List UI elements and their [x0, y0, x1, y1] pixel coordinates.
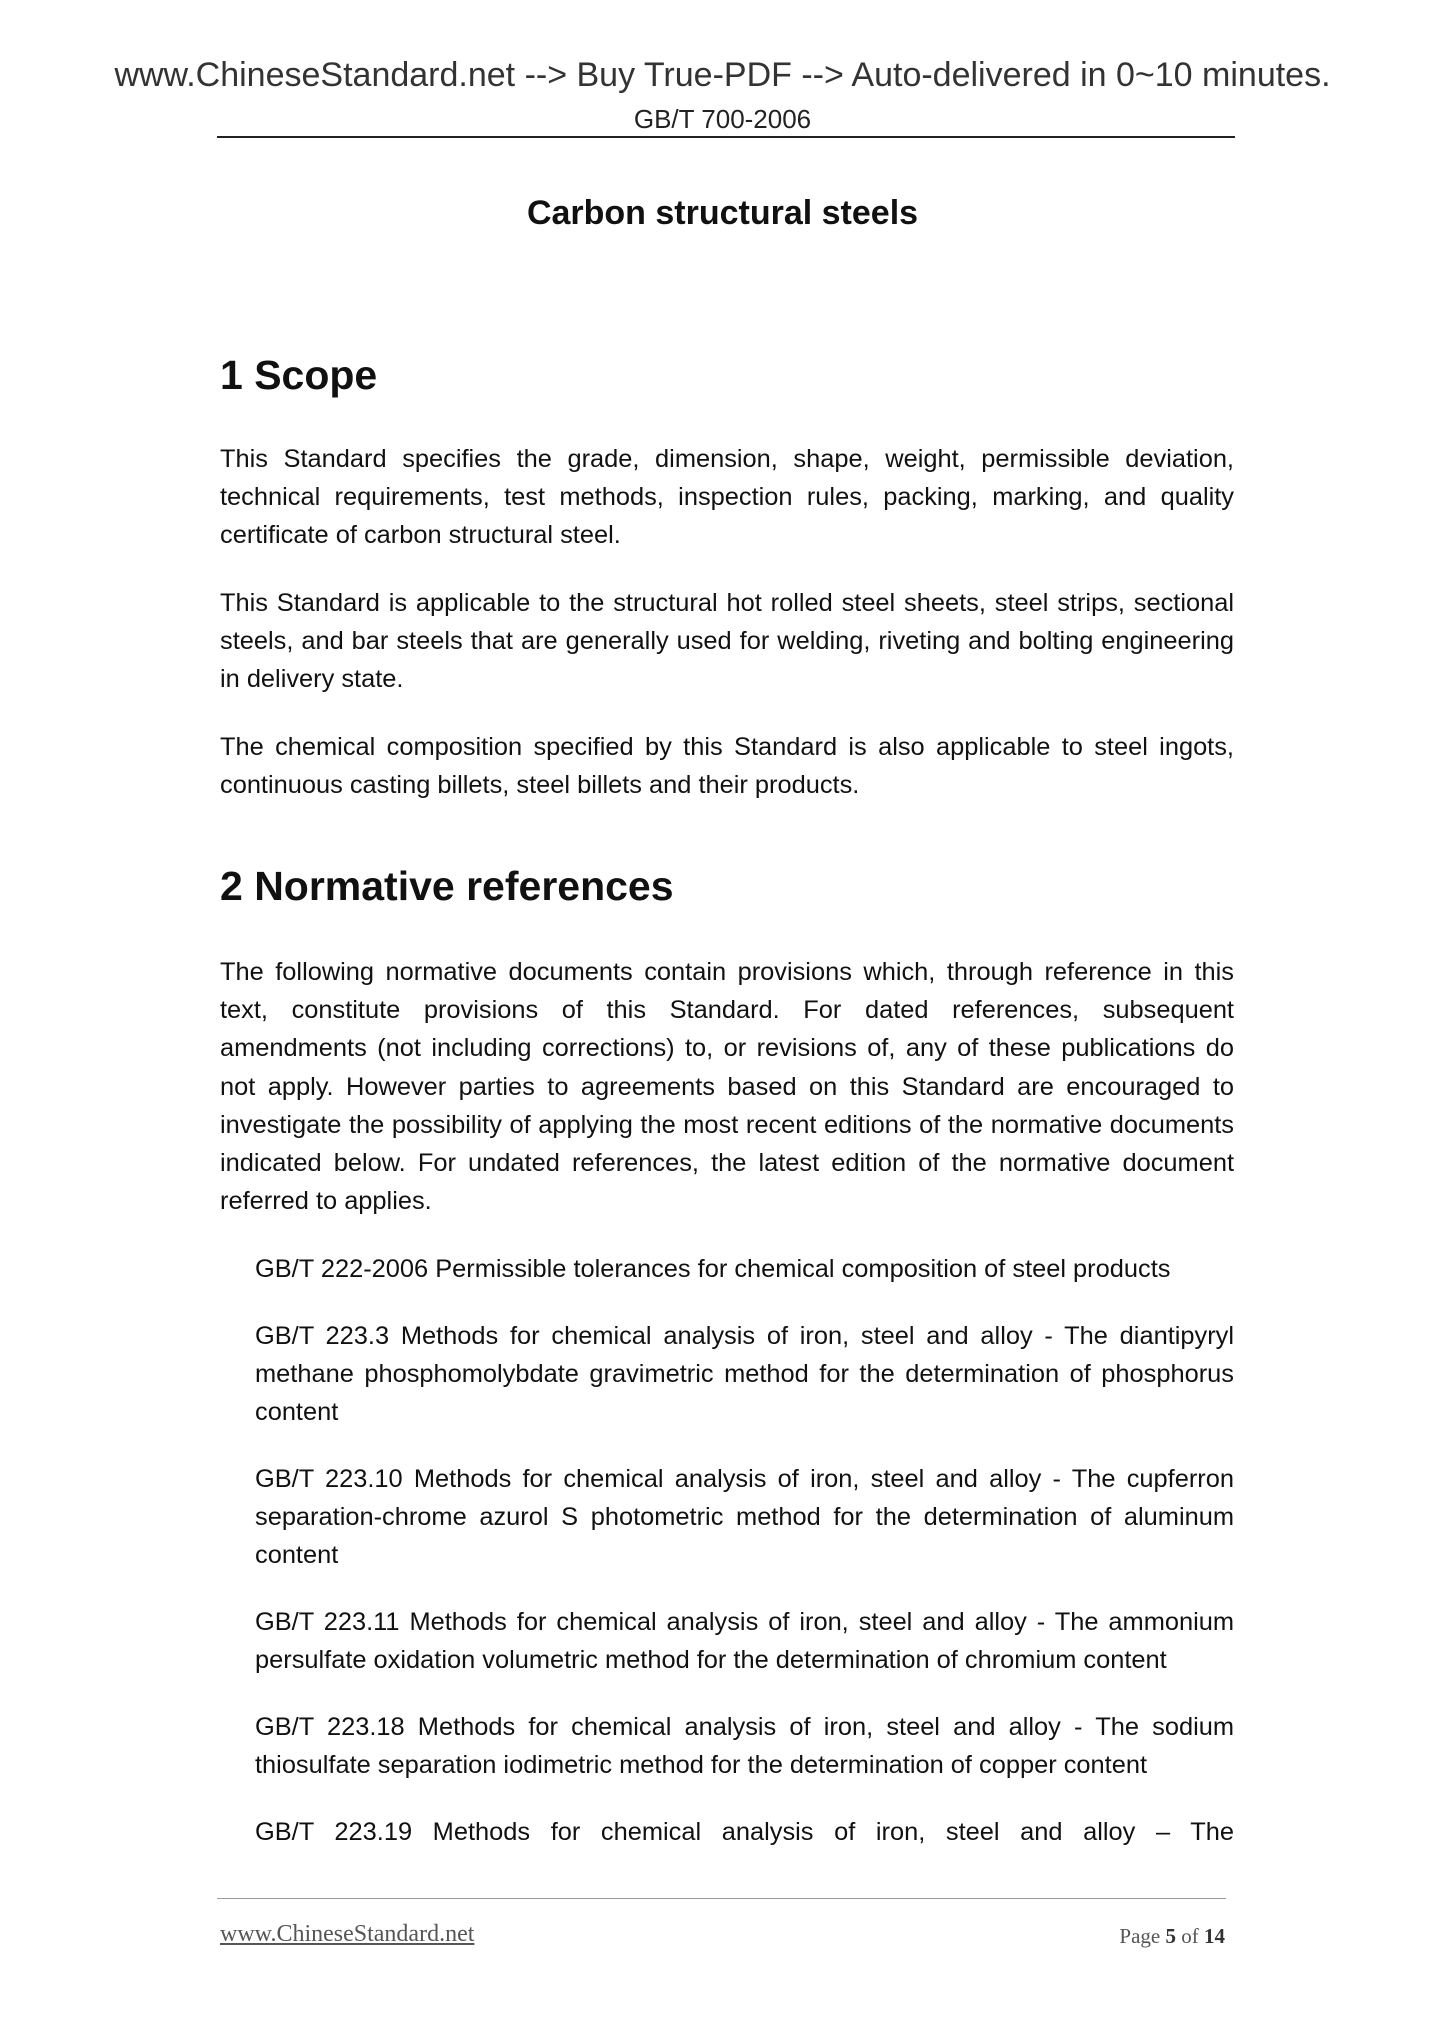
- standard-code: GB/T 700-2006: [633, 104, 812, 134]
- header-banner: www.ChineseStandard.net --> Buy True-PDF --> Auto-delivered in 0~10 minutes.: [114, 56, 1331, 94]
- reference-item: GB/T 222-2006 Permissible tolerances for chemical composition of steel products: [255, 1255, 1171, 1283]
- paragraph: The chemical composition specified by this Standard is also applicable to steel ingots, continuous casting billets, steel billets and their products.: [220, 733, 1234, 800]
- reference-item: GB/T 223.10 Methods for chemical analysis of iron, steel and alloy - The cupferron separation-chrome azurol S photometric method for the determination of aluminum content: [255, 1465, 1234, 1570]
- page-of-label: of: [1181, 1924, 1199, 1948]
- footer-divider: [217, 1898, 1226, 1899]
- section-heading-scope: 1 Scope: [220, 352, 378, 398]
- paragraph: The following normative documents contain provisions which, through reference in this text, constitute provisions of this Standard. For dated references, subsequent amendments (not including corrections) to, or revisions of, any of these publications do not apply. However parties to agreements based on this Standard are encouraged to investigate the possibility of applying the most recent editions of the normative documents indicated below. For undated references, the latest edition of the normative document referred to applies.: [220, 958, 1234, 1216]
- document-title: Carbon structural steels: [526, 194, 919, 232]
- paragraph: This Standard is applicable to the structural hot rolled steel sheets, steel strips, sectional steels, and bar steels that are generally used for welding, riveting and bolting engineering in delivery state.: [220, 589, 1234, 694]
- page-total: 14: [1204, 1924, 1225, 1948]
- page-number: [1119, 1924, 1225, 1949]
- page-label: Page: [1119, 1924, 1161, 1948]
- section-heading-normative-references: 2 Normative references: [220, 863, 674, 909]
- reference-item: GB/T 223.11 Methods for chemical analysis of iron, steel and alloy - The ammonium persulfate oxidation volumetric method for the determination of chromium content: [255, 1608, 1234, 1675]
- reference-item: GB/T 223.19 Methods for chemical analysis of iron, steel and alloy – The: [255, 1818, 1234, 1846]
- paragraph: This Standard specifies the grade, dimension, shape, weight, permissible deviation, technical requirements, test methods, inspection rules, packing, marking, and quality certificate of carbon structural steel.: [220, 445, 1234, 550]
- reference-item: GB/T 223.18 Methods for chemical analysis of iron, steel and alloy - The sodium thiosulfate separation iodimetric method for the determination of copper content: [255, 1713, 1234, 1780]
- page-current: 5: [1165, 1924, 1176, 1948]
- footer-site-link[interactable]: www.ChineseStandard.net: [220, 1921, 475, 1947]
- header-divider: [217, 136, 1235, 138]
- reference-item: GB/T 223.3 Methods for chemical analysis of iron, steel and alloy - The diantipyryl methane phosphomolybdate gravimetric method for the determination of phosphorus content: [255, 1322, 1234, 1427]
